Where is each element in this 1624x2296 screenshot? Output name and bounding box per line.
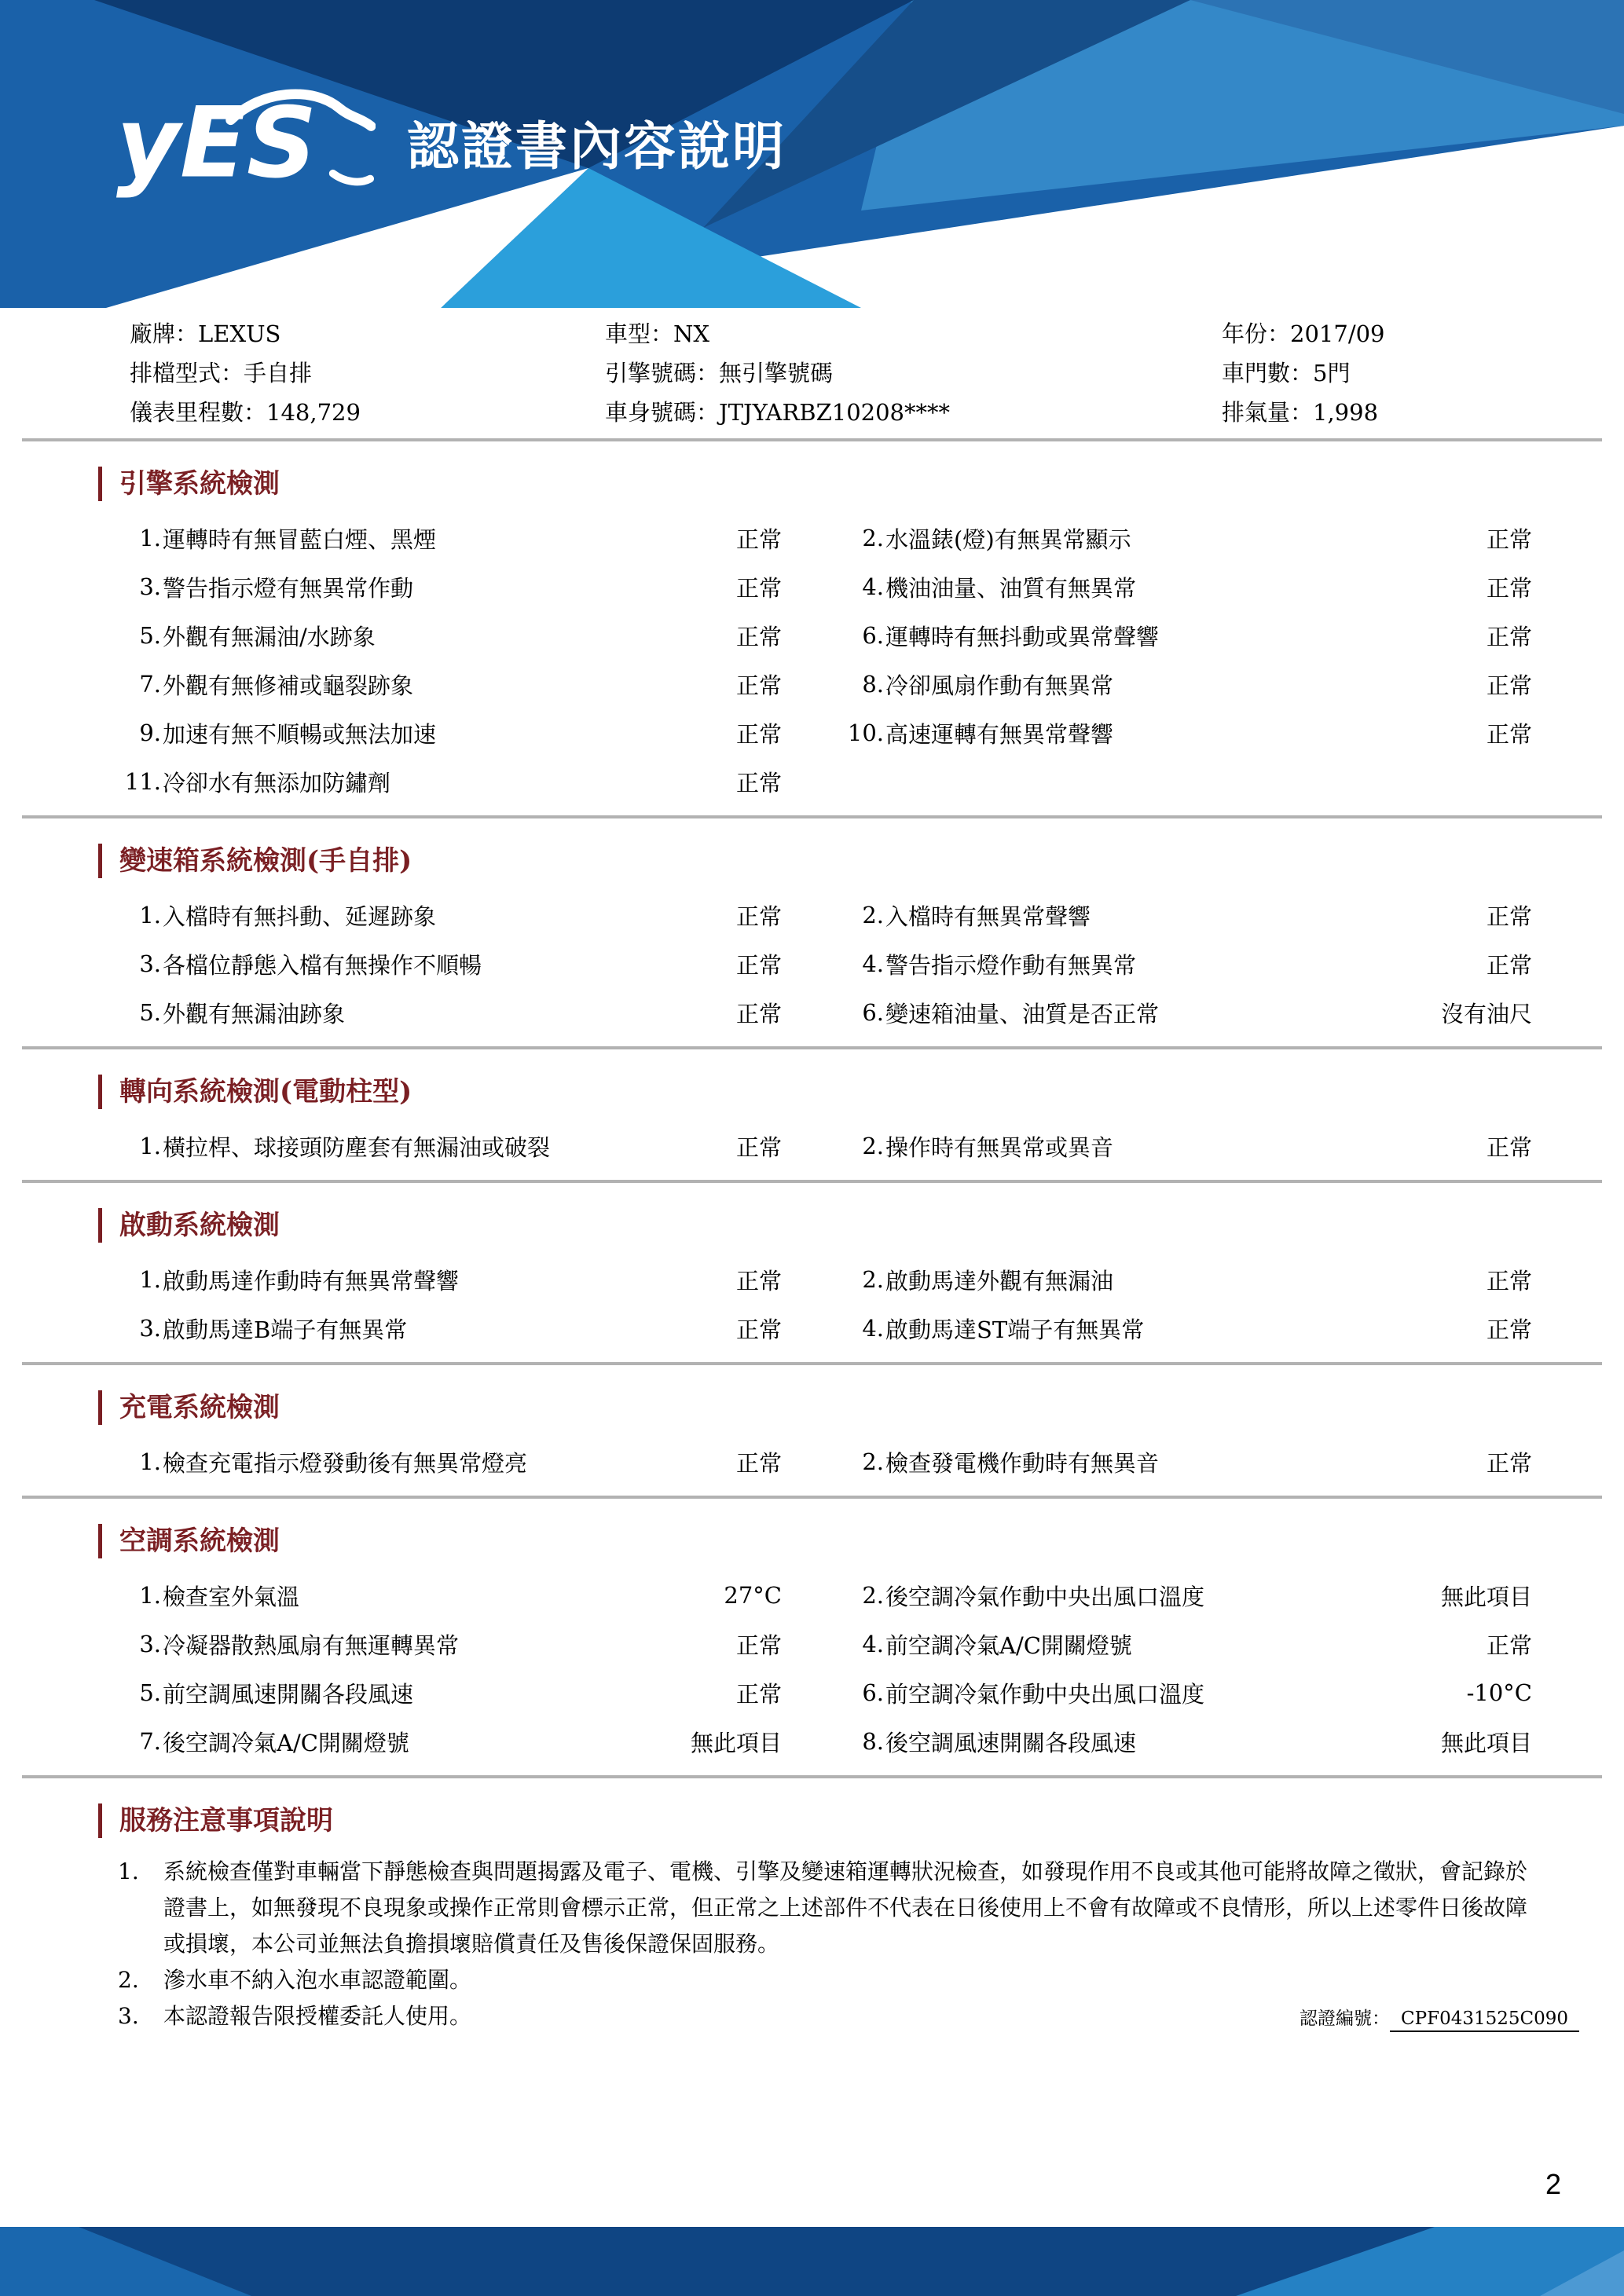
section-title: 引擎系統檢測 <box>98 467 1624 501</box>
item-number: 2. <box>862 525 884 551</box>
cert-number: CPF0431525C090 <box>1390 2009 1579 2032</box>
item-number: 3. <box>139 573 161 600</box>
item-label: 各檔位靜態入檔有無操作不順暢 <box>163 951 482 979</box>
check-item <box>812 1571 1532 1620</box>
section-title: 充電系統檢測 <box>98 1390 1624 1425</box>
field-value: LEXUS <box>198 320 281 347</box>
field-label: 廠牌： <box>130 320 199 347</box>
item-result: 正常 <box>1486 623 1532 650</box>
item-label: 檢查發電機作動時有無異音 <box>885 1449 1160 1477</box>
item-result: -10°C <box>1466 1679 1532 1706</box>
item-number: 1. <box>139 1133 161 1159</box>
yes-logo-text: yES <box>116 86 317 200</box>
item-result: 正常 <box>735 525 782 553</box>
item-result: 無此項目 <box>1440 1583 1532 1610</box>
item-label: 警告指示燈有無異常作動 <box>163 574 414 602</box>
check-item <box>94 757 812 806</box>
vehicle-info-field <box>605 353 1222 393</box>
item-number: 3. <box>139 950 161 977</box>
item-number: 1. <box>139 525 161 551</box>
check-item <box>812 1717 1532 1766</box>
item-label: 啟動馬達作動時有無異常聲響 <box>163 1267 460 1294</box>
item-number: 6. <box>862 999 884 1026</box>
item-result: 正常 <box>1486 1133 1532 1161</box>
vehicle-info-field <box>130 353 605 393</box>
note-text: 本認證報告限授權委託人使用。 <box>163 2003 472 2029</box>
page-number: 2 <box>1545 2168 1561 2200</box>
check-item <box>94 1717 812 1766</box>
item-result: 正常 <box>1486 720 1532 748</box>
check-item <box>812 988 1532 1037</box>
check-item <box>812 1668 1532 1717</box>
note-item <box>118 1854 1577 1962</box>
vehicle-info-field <box>1222 393 1624 432</box>
item-label: 檢查室外氣溫 <box>163 1583 300 1610</box>
check-item <box>94 1304 812 1353</box>
field-value: 148,729 <box>266 399 361 426</box>
note-text: 滲水車不納入泡水車認證範圍。 <box>163 1967 472 1993</box>
item-number: 8. <box>862 1728 884 1755</box>
item-number: 1. <box>139 902 161 928</box>
item-result: 正常 <box>735 1267 782 1294</box>
footer-banner-graphic <box>0 2227 1624 2296</box>
field-label: 車身號碼： <box>605 399 720 426</box>
item-number: 2. <box>862 1133 884 1159</box>
vehicle-info-field <box>130 314 605 353</box>
section-divider <box>22 1046 1602 1049</box>
item-label: 冷卻風扇作動有無異常 <box>885 672 1114 699</box>
item-result: 無此項目 <box>1440 1729 1532 1756</box>
item-number: 2. <box>862 1448 884 1475</box>
item-number: 4. <box>862 573 884 600</box>
check-items <box>94 1255 1532 1353</box>
check-item <box>94 988 812 1037</box>
field-value: 2017/09 <box>1290 320 1385 347</box>
item-label: 啟動馬達外觀有無漏油 <box>885 1267 1114 1294</box>
check-item <box>94 562 812 611</box>
item-number: 4. <box>862 950 884 977</box>
check-item <box>94 709 812 757</box>
item-number: 2. <box>862 1582 884 1609</box>
check-item <box>812 1255 1532 1304</box>
section-divider <box>22 1362 1602 1365</box>
inspection-section <box>0 1524 1624 1766</box>
item-number: 6. <box>862 622 884 649</box>
item-result: 正常 <box>1486 1449 1532 1477</box>
item-label: 後空調冷氣A/C開關燈號 <box>163 1729 409 1756</box>
item-number: 2. <box>862 1266 884 1293</box>
section-title: 啟動系統檢測 <box>98 1208 1624 1243</box>
check-item <box>812 660 1532 709</box>
section-title: 變速箱系統檢測(手自排) <box>98 844 1624 878</box>
inspection-section <box>0 844 1624 1037</box>
check-item <box>812 562 1532 611</box>
field-label: 排氣量： <box>1222 399 1314 426</box>
item-result: 正常 <box>735 623 782 650</box>
item-number: 4. <box>862 1315 884 1342</box>
item-result: 無此項目 <box>690 1729 782 1756</box>
item-result: 正常 <box>735 672 782 699</box>
check-item <box>812 514 1532 562</box>
header-content <box>116 79 786 204</box>
item-label: 冷卻水有無添加防鏽劑 <box>163 769 391 796</box>
item-result: 正常 <box>735 1680 782 1708</box>
section-title: 轉向系統檢測(電動柱型) <box>98 1075 1624 1109</box>
item-number: 5. <box>139 1679 161 1706</box>
item-label: 操作時有無異常或異音 <box>885 1133 1114 1161</box>
item-label: 前空調冷氣A/C開關燈號 <box>885 1631 1132 1659</box>
item-label: 冷凝器散熱風扇有無運轉異常 <box>163 1631 460 1659</box>
item-label: 變速箱油量、油質是否正常 <box>885 1000 1160 1027</box>
item-label: 檢查充電指示燈發動後有無異常燈亮 <box>163 1449 528 1477</box>
vehicle-info-field <box>605 393 1222 432</box>
check-item <box>812 1620 1532 1668</box>
section-title: 服務注意事項說明 <box>98 1803 1624 1838</box>
check-item <box>94 1571 812 1620</box>
section-divider <box>22 1496 1602 1499</box>
item-label: 後空調風速開關各段風速 <box>885 1729 1137 1756</box>
check-item <box>94 1255 812 1304</box>
check-item <box>94 891 812 939</box>
item-label: 高速運轉有無異常聲響 <box>885 720 1114 748</box>
inspection-sections <box>0 438 1624 1766</box>
field-value: JTJYARBZ10208**** <box>719 399 950 426</box>
item-label: 入檔時有無異常聲響 <box>885 903 1091 930</box>
item-number: 5. <box>139 622 161 649</box>
item-result: 正常 <box>735 1000 782 1027</box>
check-item <box>812 891 1532 939</box>
cert-label: 認證編號： <box>1300 2009 1391 2029</box>
check-item <box>94 611 812 660</box>
item-result: 正常 <box>1486 1316 1532 1343</box>
field-value: 手自排 <box>244 360 313 386</box>
field-label: 車型： <box>605 320 674 347</box>
item-label: 運轉時有無抖動或異常聲響 <box>885 623 1160 650</box>
field-label: 儀表里程數： <box>130 399 267 426</box>
check-item <box>812 1304 1532 1353</box>
item-label: 外觀有無漏油/水跡象 <box>163 623 376 650</box>
check-item <box>94 1122 812 1170</box>
check-items <box>94 514 1532 806</box>
field-value: NX <box>673 320 710 347</box>
note-number: 1. <box>118 1858 139 1884</box>
item-number: 2. <box>862 902 884 928</box>
page-title: 認證書內容說明 <box>407 116 786 175</box>
check-item <box>94 939 812 988</box>
item-label: 前空調冷氣作動中央出風口溫度 <box>885 1680 1205 1708</box>
field-label: 排檔型式： <box>130 360 244 386</box>
item-number: 7. <box>139 671 161 698</box>
item-label: 水溫錶(燈)有無異常顯示 <box>885 525 1131 553</box>
item-label: 啟動馬達ST端子有無異常 <box>885 1316 1145 1343</box>
item-number: 3. <box>139 1315 161 1342</box>
check-items <box>94 1571 1532 1766</box>
service-notes-section <box>0 1775 1624 2034</box>
item-number: 8. <box>862 671 884 698</box>
item-result: 27°C <box>724 1582 782 1609</box>
inspection-section <box>0 1390 1624 1486</box>
vehicle-info-field <box>1222 353 1624 393</box>
note-text: 系統檢查僅對車輛當下靜態檢查與問題揭露及電子、電機、引擎及變速箱運轉狀況檢查，如發現作用不良或其他可能將故障之徵狀，會記錄於證書上，如無發現不良現象或操作正常則會標示正常，但正常之上述部件不代表在日後使用上不會有故障或不良情形，所以上述零件日後故障或損壞，本公司並無法負擔損壞賠償責任及售後保證保固服務。 <box>163 1858 1528 1957</box>
item-number: 4. <box>862 1631 884 1657</box>
check-items <box>94 891 1532 1037</box>
item-result: 正常 <box>1486 525 1532 553</box>
item-label: 外觀有無漏油跡象 <box>163 1000 346 1027</box>
item-result: 正常 <box>735 1631 782 1659</box>
check-item <box>812 1437 1532 1486</box>
item-label: 外觀有無修補或龜裂跡象 <box>163 672 414 699</box>
item-number: 1. <box>139 1448 161 1475</box>
item-result: 正常 <box>735 1316 782 1343</box>
vehicle-info-field <box>1222 314 1624 353</box>
item-result: 正常 <box>1486 951 1532 979</box>
check-item <box>94 660 812 709</box>
note-number: 2. <box>118 1967 139 1993</box>
item-result: 正常 <box>735 951 782 979</box>
check-items <box>94 1437 1532 1486</box>
item-result: 正常 <box>735 769 782 796</box>
item-label: 後空調冷氣作動中央出風口溫度 <box>885 1583 1205 1610</box>
page-header <box>0 0 1624 308</box>
check-item <box>812 611 1532 660</box>
item-number: 9. <box>139 720 161 746</box>
field-value: 無引擎號碼 <box>719 360 834 386</box>
item-number: 5. <box>139 999 161 1026</box>
note-item <box>118 1962 1577 1998</box>
item-label: 警告指示燈作動有無異常 <box>885 951 1137 979</box>
item-result: 沒有油尺 <box>1440 1000 1532 1027</box>
inspection-section <box>0 467 1624 806</box>
section-divider <box>22 1180 1602 1183</box>
vehicle-info <box>130 314 1624 432</box>
check-item <box>94 514 812 562</box>
check-item <box>94 1668 812 1717</box>
inspection-section <box>0 1075 1624 1170</box>
item-result: 正常 <box>735 1133 782 1161</box>
field-label: 年份： <box>1222 320 1291 347</box>
note-number: 3. <box>118 2003 139 2029</box>
field-label: 引擎號碼： <box>605 360 720 386</box>
item-result: 正常 <box>1486 574 1532 602</box>
inspection-section <box>0 1208 1624 1353</box>
item-result: 正常 <box>1486 1631 1532 1659</box>
item-result: 正常 <box>735 574 782 602</box>
item-number: 1. <box>139 1266 161 1293</box>
vehicle-info-field <box>130 393 605 432</box>
item-result: 正常 <box>735 720 782 748</box>
section-title: 空調系統檢測 <box>98 1524 1624 1558</box>
check-item <box>812 1122 1532 1170</box>
check-item <box>94 1620 812 1668</box>
item-number: 11. <box>124 768 161 795</box>
field-label: 車門數： <box>1222 360 1314 386</box>
item-label: 橫拉桿、球接頭防塵套有無漏油或破裂 <box>163 1133 551 1161</box>
item-result: 正常 <box>735 1449 782 1477</box>
item-label: 啟動馬達B端子有無異常 <box>163 1316 408 1343</box>
section-divider <box>22 1775 1602 1778</box>
item-number: 1. <box>139 1582 161 1609</box>
item-number: 10. <box>847 720 884 746</box>
check-item <box>812 709 1532 757</box>
check-item <box>812 939 1532 988</box>
item-label: 加速有無不順暢或無法加速 <box>163 720 437 748</box>
yes-logo <box>116 79 376 204</box>
item-label: 運轉時有無冒藍白煙、黑煙 <box>163 525 437 553</box>
page-footer <box>0 2227 1624 2296</box>
item-label: 機油油量、油質有無異常 <box>885 574 1137 602</box>
item-result: 正常 <box>1486 672 1532 699</box>
item-number: 3. <box>139 1631 161 1657</box>
check-item <box>94 1437 812 1486</box>
field-value: 1,998 <box>1313 399 1379 426</box>
item-label: 入檔時有無抖動、延遲跡象 <box>163 903 437 930</box>
cert-number-line <box>1300 2004 1579 2030</box>
item-number: 6. <box>862 1679 884 1706</box>
item-result: 正常 <box>735 903 782 930</box>
item-result: 正常 <box>1486 903 1532 930</box>
vehicle-info-field <box>605 314 1222 353</box>
field-value: 5門 <box>1313 360 1351 386</box>
item-number: 7. <box>139 1728 161 1755</box>
item-result: 正常 <box>1486 1267 1532 1294</box>
check-items <box>94 1122 1532 1170</box>
section-divider <box>22 438 1602 441</box>
section-divider <box>22 815 1602 818</box>
item-label: 前空調風速開關各段風速 <box>163 1680 414 1708</box>
